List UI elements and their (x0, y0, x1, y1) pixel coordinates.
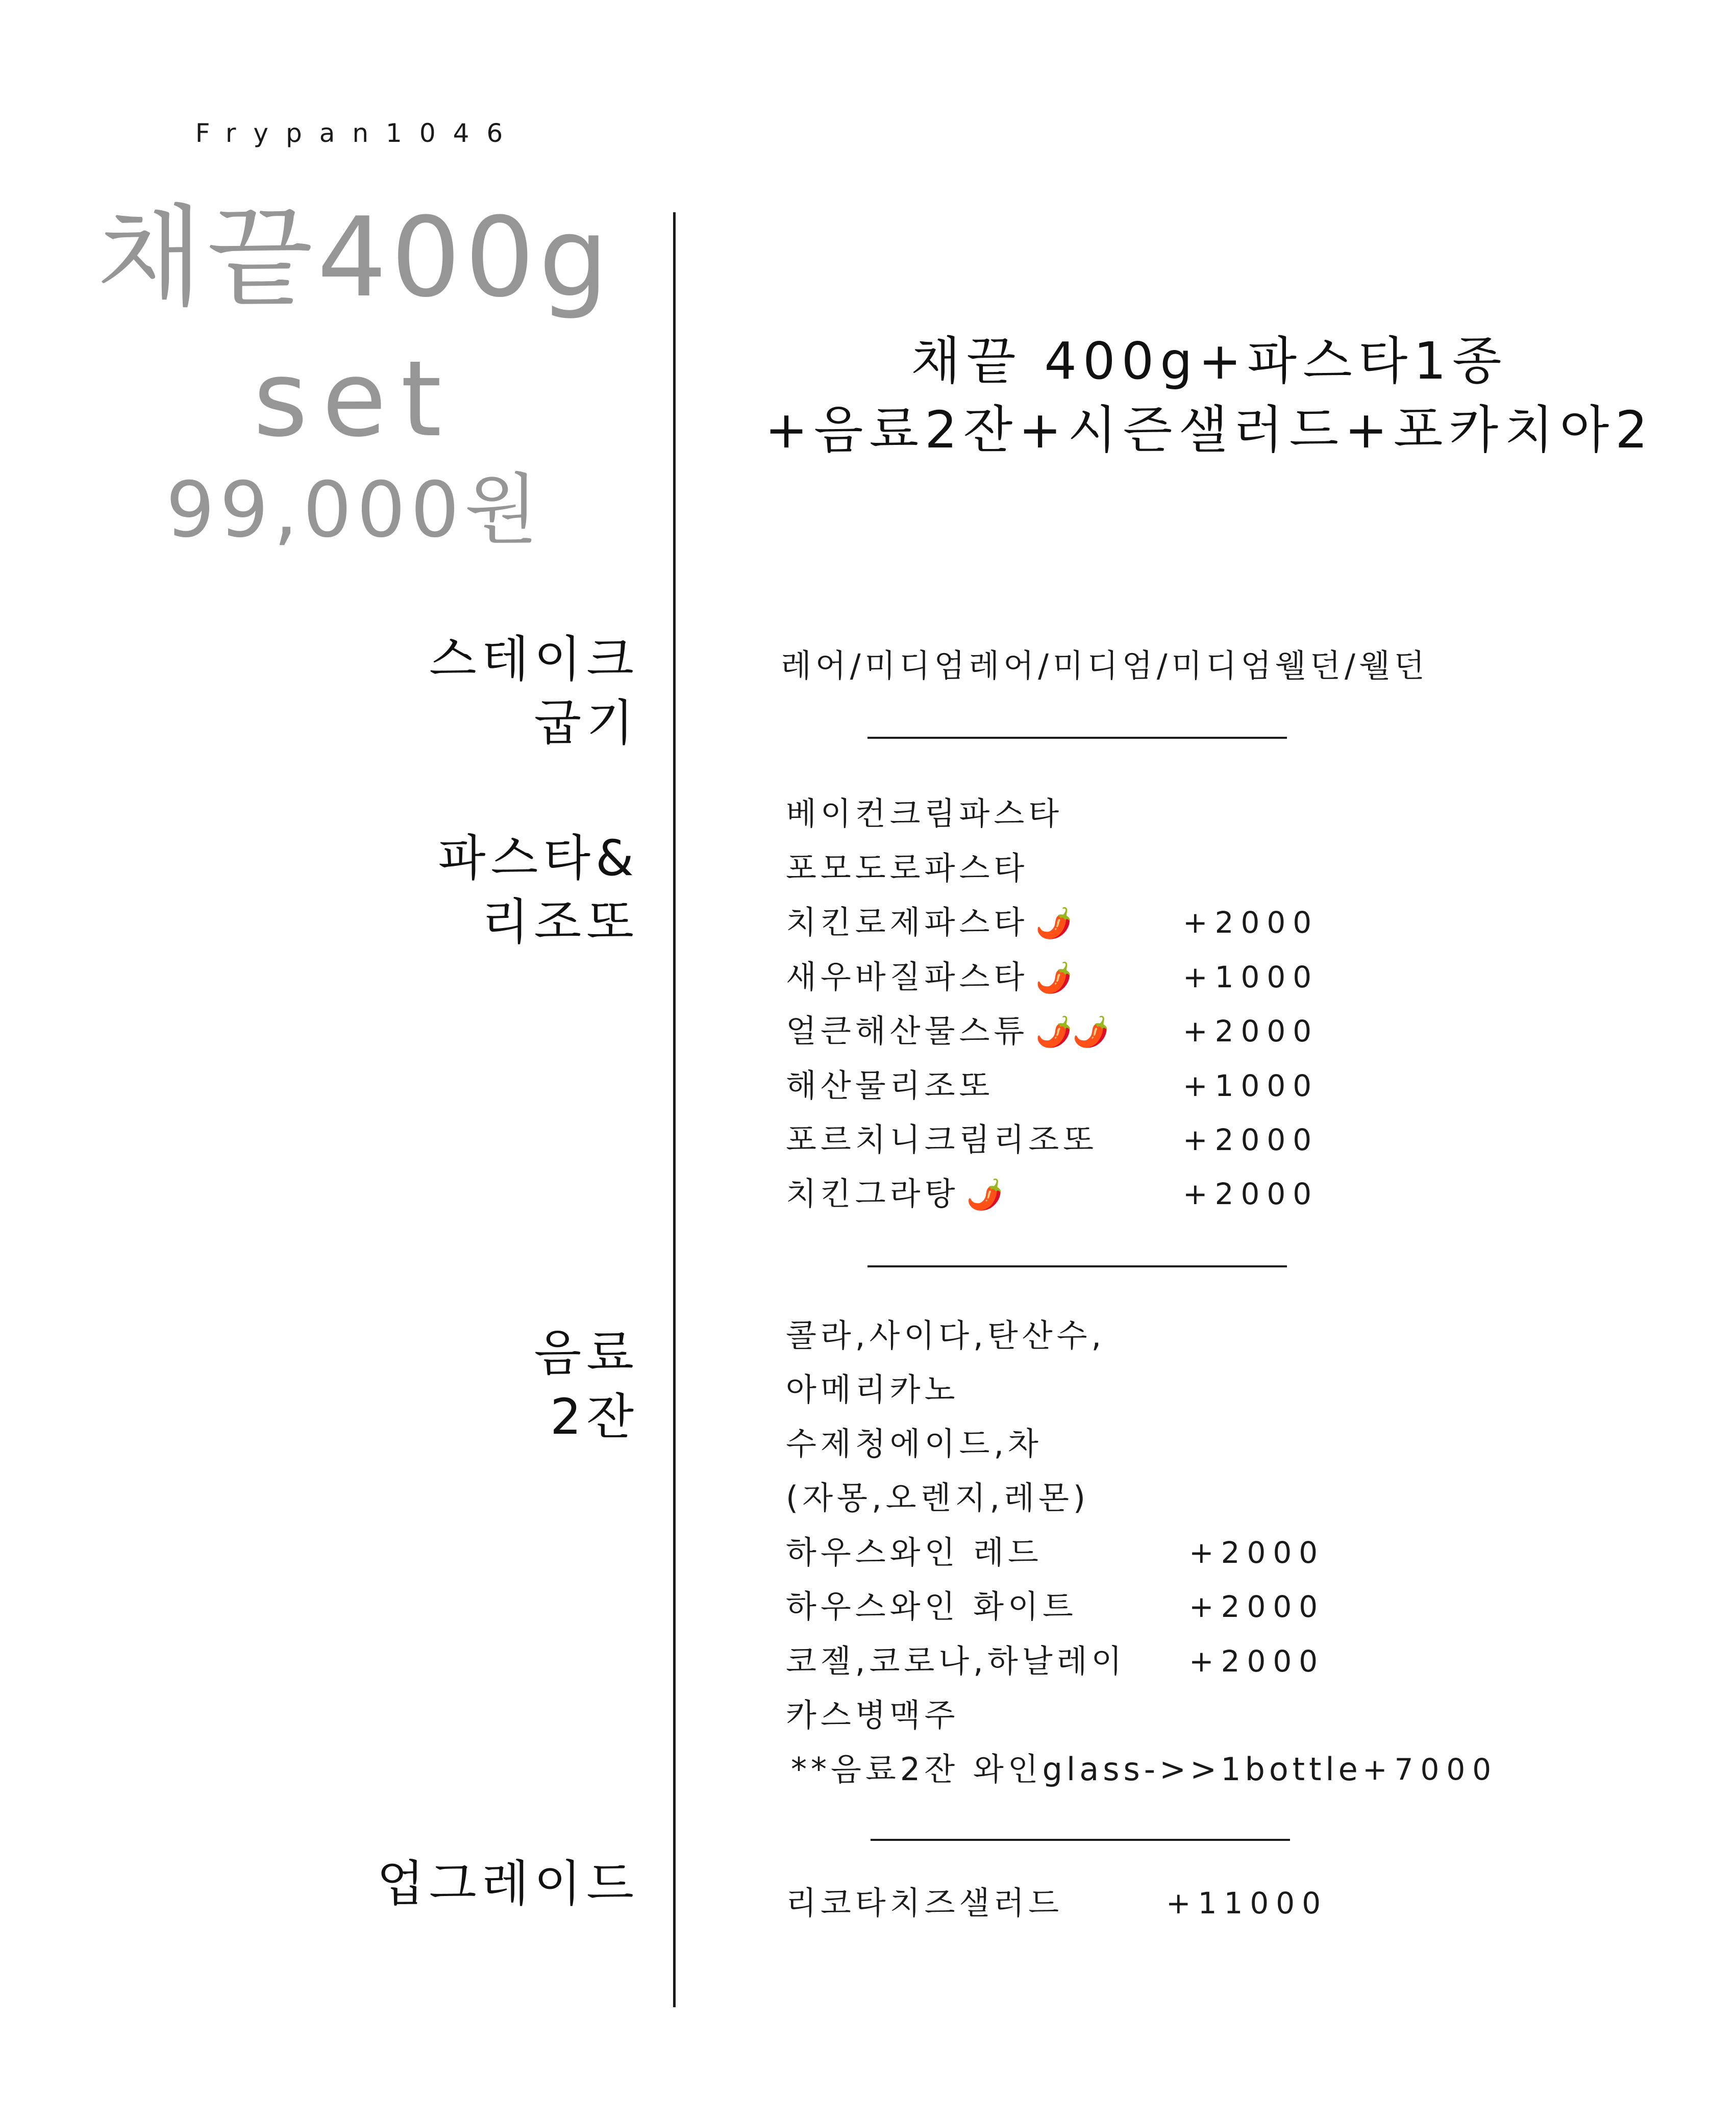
menu-item (786, 1065, 994, 1106)
drink-item: 하우스와인 레드 (786, 1534, 1043, 1571)
menu-item-price: +2000 (1183, 905, 1319, 940)
menu-item-price: +1000 (1183, 960, 1319, 994)
menu-item (786, 848, 1028, 889)
menu-item (786, 1174, 1003, 1215)
section-title-steak (429, 628, 639, 755)
menu-item-name: 치킨로제파스타 (786, 904, 1029, 941)
vertical-divider (673, 212, 676, 2007)
set-headline-line2: +음료2잔+시즌샐러드+포카치아2 (765, 400, 1654, 460)
menu-item-name: 새우바질파스타 (786, 958, 1029, 995)
set-title: 채끝400g (96, 193, 613, 321)
section-title-line: 파스타& (438, 830, 639, 887)
section-title-line: 굽기 (534, 694, 639, 752)
brand-name: Frypan1046 (195, 118, 520, 148)
menu-item (786, 1119, 1098, 1160)
menu-item-name: 치킨그라탕 (786, 1175, 959, 1212)
menu-item-name: 해산물리조또 (786, 1067, 994, 1104)
drink-item: 수제청에이드,차 (786, 1425, 1043, 1462)
section-title-line: 업그레이드 (377, 1855, 639, 1912)
menu-item-price: +2000 (1183, 1177, 1319, 1211)
section-title-drinks (534, 1321, 639, 1449)
wine-bottle-note-price: +7000 (1362, 1752, 1499, 1787)
set-label: set (253, 339, 456, 460)
drink-item: (자몽,오렌지,레몬) (786, 1479, 1090, 1516)
menu-item-name: 얼큰해산물스튜 (786, 1012, 1029, 1050)
menu-item-name: 포르치니크림리조또 (786, 1121, 1098, 1158)
chili-pepper-icon: 🌶️ (1035, 960, 1073, 995)
section-title-line: 2잔 (550, 1388, 639, 1445)
drink-item-price: +2000 (1189, 1589, 1325, 1624)
section-rule (867, 1265, 1287, 1267)
menu-item-name: 포모도로파스타 (786, 850, 1029, 887)
section-title-pasta (438, 827, 639, 954)
menu-item (786, 1011, 1109, 1052)
menu-item (786, 902, 1072, 943)
drink-item: 하우스와인 화이트 (786, 1588, 1077, 1625)
drink-item: 카스병맥주 (786, 1696, 959, 1734)
section-title-line: 리조또 (481, 893, 639, 951)
drink-item: 아메리카노 (786, 1371, 959, 1408)
set-headline-line1: 채끝 400g+파스타1종 (911, 331, 1508, 391)
section-title-upgrade (377, 1852, 639, 1916)
chili-pepper-icon: 🌶️ (966, 1177, 1003, 1212)
section-rule (867, 737, 1287, 739)
menu-item (786, 793, 1063, 834)
menu-item-name: 베이컨크림파스타 (786, 795, 1063, 832)
section-title-line: 스테이크 (429, 631, 639, 688)
drink-item-price: +2000 (1189, 1644, 1325, 1679)
drink-item-price: +2000 (1189, 1535, 1325, 1570)
upgrade-item: 리코타치즈샐러드 (786, 1884, 1063, 1922)
section-rule (871, 1839, 1290, 1841)
menu-item (786, 957, 1072, 998)
menu-item-price: +1000 (1183, 1068, 1319, 1103)
drink-item: 콜라,사이다,탄산수, (786, 1317, 1106, 1354)
section-title-line: 음료 (534, 1325, 639, 1382)
menu-item-price: +2000 (1183, 1014, 1319, 1049)
drink-item: 코젤,코로나,하날레이 (786, 1642, 1126, 1680)
set-price: 99,000원 (166, 466, 543, 555)
upgrade-item-price: +11000 (1166, 1886, 1328, 1920)
chili-pepper-icon: 🌶️🌶️ (1035, 1014, 1109, 1049)
chili-pepper-icon: 🌶️ (1035, 906, 1073, 940)
steak-doneness-options: 레어/미디엄레어/미디엄/미디엄웰던/웰던 (781, 647, 1429, 684)
wine-bottle-note: **음료2잔 와인glass->>1bottle (791, 1751, 1362, 1788)
menu-item-price: +2000 (1183, 1122, 1319, 1157)
